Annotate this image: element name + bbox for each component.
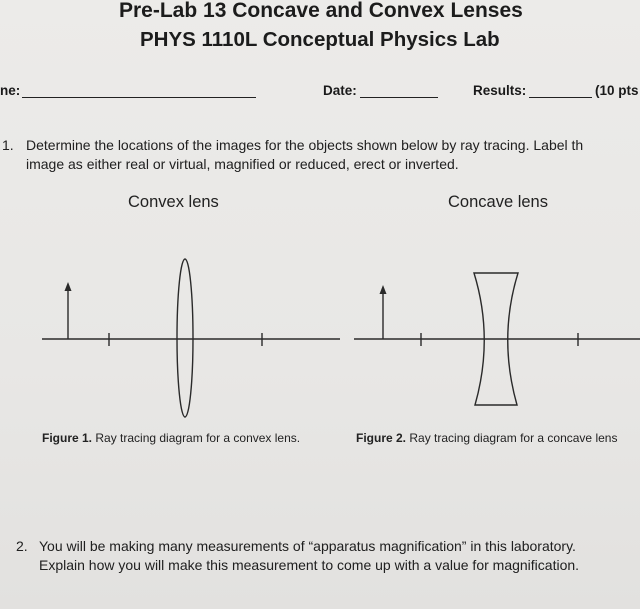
figure-1-caption-text: Ray tracing diagram for a convex lens.	[92, 431, 301, 445]
question-1-number: 1.	[2, 137, 14, 153]
figure-2-caption-label: Figure 2.	[356, 431, 407, 445]
concave-object-arrowhead	[380, 285, 387, 294]
question-2-line1: You will be making many measurements of “apparatus magnification” in this laboratory.	[39, 538, 576, 554]
name-label: ne:	[0, 83, 21, 98]
convex-lens-heading: Convex lens	[128, 193, 219, 211]
question-2-line2: Explain how you will make this measurement to come up with a value for magnification.	[39, 557, 580, 573]
page-title: Pre-Lab 13 Concave and Convex Lenses	[119, 0, 523, 22]
figure-1-caption	[42, 431, 300, 445]
convex-diagram	[42, 259, 340, 417]
results-label: Results:	[473, 83, 527, 98]
concave-lens-heading: Concave lens	[448, 193, 548, 211]
concave-diagram	[354, 273, 640, 405]
figure-2-caption	[356, 431, 617, 445]
date-label: Date:	[323, 83, 357, 98]
question-1-line1: Determine the locations of the images for the objects shown below by ray tracing. Label th	[26, 137, 584, 153]
points-label: (10 pts	[595, 83, 639, 98]
question-2-number: 2.	[16, 538, 28, 554]
figure-1-caption-label: Figure 1.	[42, 431, 93, 445]
course-title: PHYS 1110L Conceptual Physics Lab	[140, 28, 500, 51]
convex-lens	[177, 259, 193, 417]
convex-object-arrowhead	[65, 282, 72, 291]
figure-2-caption-text: Ray tracing diagram for a concave lens	[406, 431, 618, 445]
question-1-line2: image as either real or virtual, magnified or reduced, erect or inverted.	[26, 156, 459, 172]
